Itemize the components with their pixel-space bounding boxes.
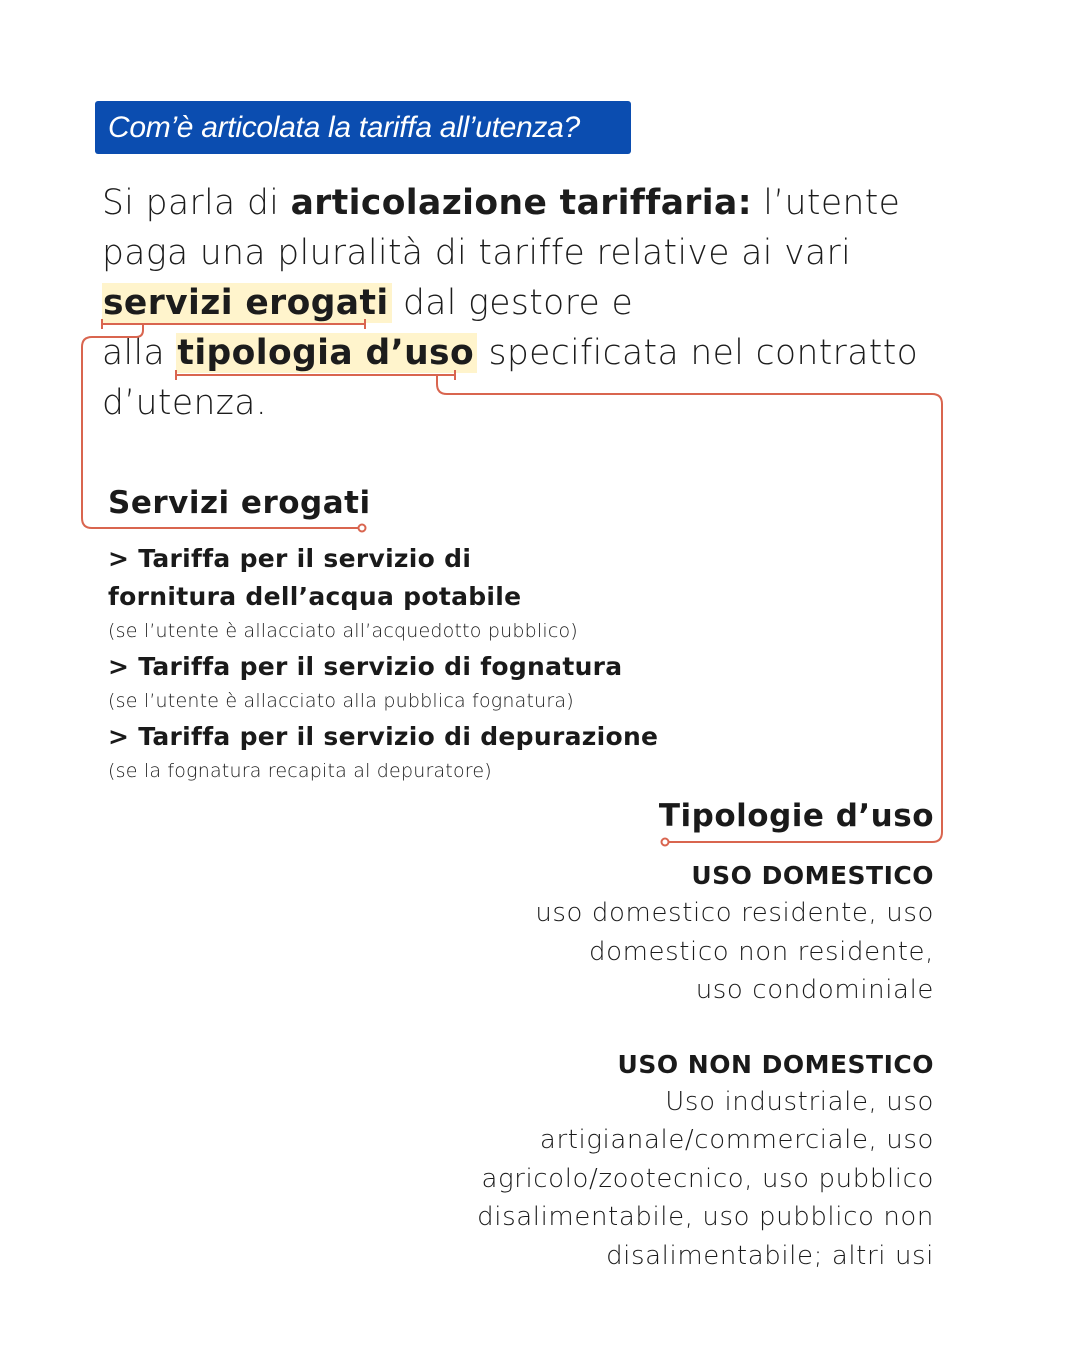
- intro-text-2: l’utente paga una pluralità di tariffe relative ai vari: [102, 183, 901, 273]
- service-item: [108, 718, 728, 786]
- intro-text-3: dal gestore e: [391, 283, 634, 323]
- service-item: [108, 648, 728, 716]
- service-label: > Tariffa per il servizio di fornitura dell’acqua potabile: [108, 544, 522, 611]
- highlight-servizi-erogati: servizi erogati: [102, 283, 392, 323]
- service-note: (se l’utente è allacciato alla pubblica fognatura): [108, 690, 574, 712]
- use-category-name: USO DOMESTICO: [691, 861, 934, 890]
- connector-end-tipologie: [662, 839, 669, 846]
- services-title: Servizi erogati: [108, 485, 371, 521]
- intro-bold-term: articolazione tariffaria:: [290, 183, 752, 223]
- use-category-description: Uso industriale, uso artigianale/commerciale, uso agricolo/zootecnico, uso pubblico disalimentabile, uso pubblico non disalimentabile; altri usi: [477, 1086, 934, 1271]
- service-label: > Tariffa per il servizio di fognatura: [108, 652, 623, 681]
- connector-end-servizi: [359, 525, 366, 532]
- service-label: > Tariffa per il servizio di depurazione: [108, 722, 659, 751]
- service-note: (se l’utente è allacciato all’acquedotto pubblico): [108, 620, 578, 642]
- use-category-description: uso domestico residente, uso domestico non residente, uso condominiale: [535, 898, 934, 1005]
- question-badge: Com’è articolata la tariffa all’utenza?: [95, 101, 631, 154]
- service-note: (se la fognatura recapita al depuratore): [108, 760, 492, 782]
- service-item: [108, 540, 728, 646]
- intro-text-1: Si parla di: [102, 183, 291, 223]
- uses-list: [414, 858, 934, 1275]
- intro-text-4: alla: [102, 333, 177, 373]
- services-list: [108, 540, 728, 788]
- use-category-name: USO NON DOMESTICO: [617, 1049, 934, 1079]
- highlight-tipologia-uso: tipologia d’uso: [176, 333, 477, 373]
- uses-title: Tipologie d’uso: [658, 798, 934, 834]
- intro-text-5: specificata nel contratto d’utenza.: [102, 333, 919, 423]
